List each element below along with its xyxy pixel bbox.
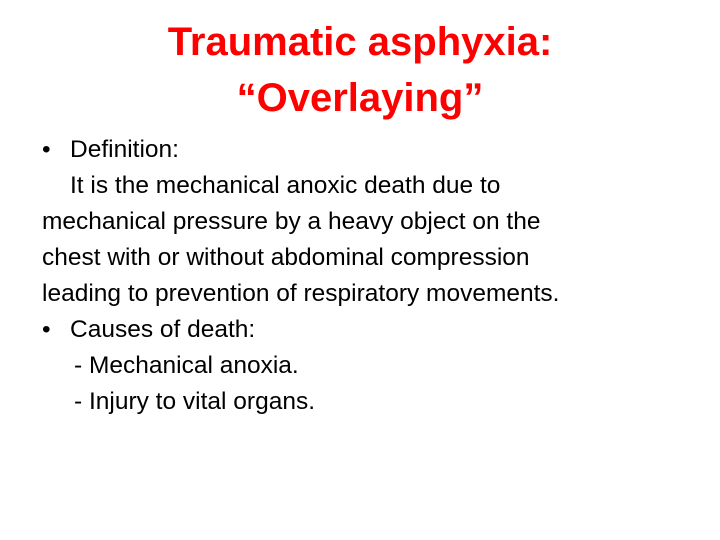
definition-label: Definition:	[70, 136, 179, 163]
causes-bullet	[42, 312, 702, 348]
bullet-icon: •	[42, 136, 51, 163]
slide-body	[42, 132, 702, 420]
bullet-icon: •	[42, 316, 51, 343]
definition-text-line: It is the mechanical anoxic death due to	[70, 172, 501, 199]
definition-text-line: leading to prevention of respiratory movements.	[42, 280, 560, 307]
causes-label: Causes of death:	[70, 316, 256, 343]
cause-item: - Injury to vital organs.	[74, 388, 316, 415]
title-line-1: Traumatic asphyxia:	[167, 20, 553, 64]
definition-text-line: mechanical pressure by a heavy object on the	[42, 208, 541, 235]
title-line-2: “Overlaying”	[236, 76, 484, 120]
definition-bullet	[42, 132, 702, 168]
slide-title	[0, 14, 720, 126]
definition-text-line: chest with or without abdominal compression	[42, 244, 530, 271]
cause-item: - Mechanical anoxia.	[74, 352, 299, 379]
